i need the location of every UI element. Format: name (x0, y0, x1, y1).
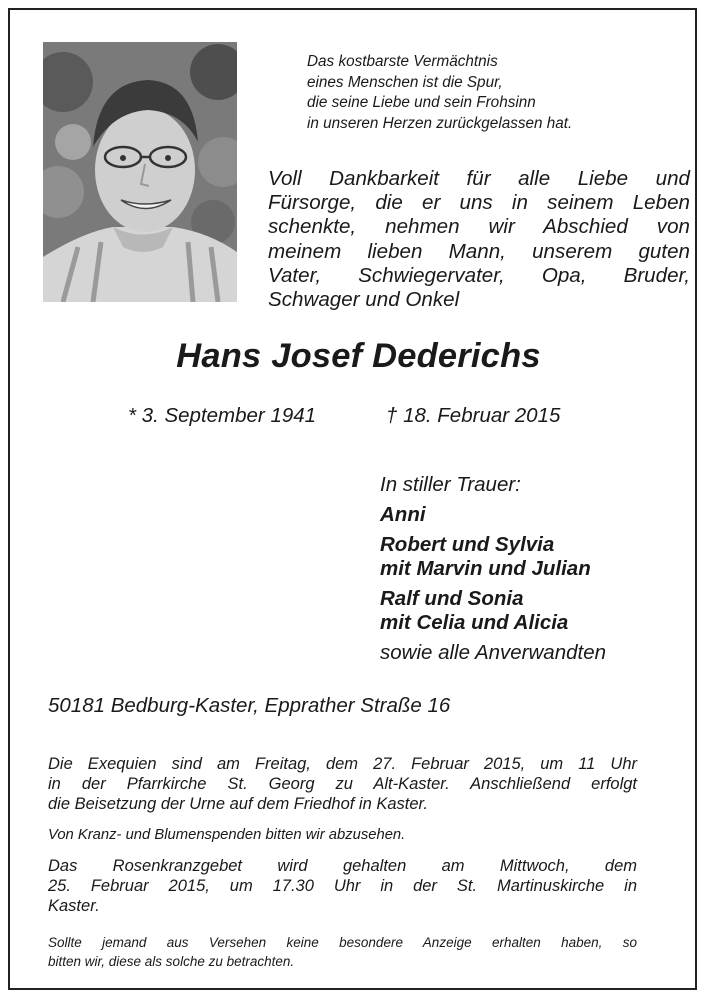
mourner-name: mit Celia und Alicia (380, 611, 569, 634)
notice-line: Sollte jemand aus Versehen keine besondere Anzeige erhalten haben, so (48, 935, 637, 950)
farewell-line: Voll Dankbarkeit für alle Liebe und (268, 167, 690, 190)
mourner-name: Ralf und Sonia (380, 587, 524, 610)
farewell-line: Vater, Schwiegervater, Opa, Bruder, (268, 263, 690, 287)
mourners-heading: In stiller Trauer: (380, 473, 521, 496)
mourners-list (380, 473, 680, 665)
exequien-notice (48, 754, 637, 814)
quote-line: Das kostbarste Vermächtnis (307, 53, 498, 70)
family-address: 50181 Bedburg-Kaster, Epprather Straße 16 (48, 694, 451, 717)
death-date: † 18. Februar 2015 (386, 404, 561, 427)
rosary-notice (48, 856, 637, 916)
farewell-text (268, 167, 690, 312)
notice-line: die Beisetzung der Urne auf dem Friedhof in Kaster. (48, 795, 429, 813)
notice-line: 25. Februar 2015, um 17.30 Uhr in der St. Martinuskirche in (48, 877, 637, 895)
quote-line: eines Menschen ist die Spur, (307, 73, 503, 91)
farewell-line: Fürsorge, die er uns in seinem Leben (268, 191, 690, 215)
mourner-name: Robert und Sylvia (380, 533, 555, 556)
notice-line: bitten wir, diese als solche zu betrachten. (48, 954, 295, 969)
quote-line: in unseren Herzen zurückgelassen hat. (307, 114, 573, 132)
portrait-photo (43, 42, 237, 302)
mourner-name: mit Marvin und Julian (380, 557, 591, 580)
notice-line: Die Exequien sind am Freitag, dem 27. Februar 2015, um 11 Uhr (48, 755, 637, 773)
footer-notice (48, 933, 637, 971)
farewell-line: Schwager und Onkel (268, 288, 460, 312)
notice-line: Von Kranz- und Blumenspenden bitten wir abzusehen. (48, 827, 406, 843)
farewell-line: schenkte, nehmen wir Abschied von (268, 215, 690, 239)
birth-date: * 3. September 1941 (128, 404, 317, 427)
notice-line: Kaster. (48, 897, 100, 915)
flowers-notice (48, 825, 637, 845)
notice-line: Das Rosenkranzgebet wird gehalten am Mittwoch, dem (48, 857, 637, 875)
farewell-line: meinem lieben Mann, unserem guten (268, 239, 690, 263)
notice-line: in der Pfarrkirche St. Georg zu Alt-Kaster. Anschließend erfolgt (48, 775, 637, 793)
quote-line: die seine Liebe und sein Frohsinn (307, 94, 536, 111)
memorial-quote (307, 52, 677, 134)
mourners-closing: sowie alle Anverwandten (380, 641, 607, 664)
mourner-name: Anni (380, 503, 426, 526)
deceased-name: Hans Josef Dederichs (176, 337, 541, 375)
